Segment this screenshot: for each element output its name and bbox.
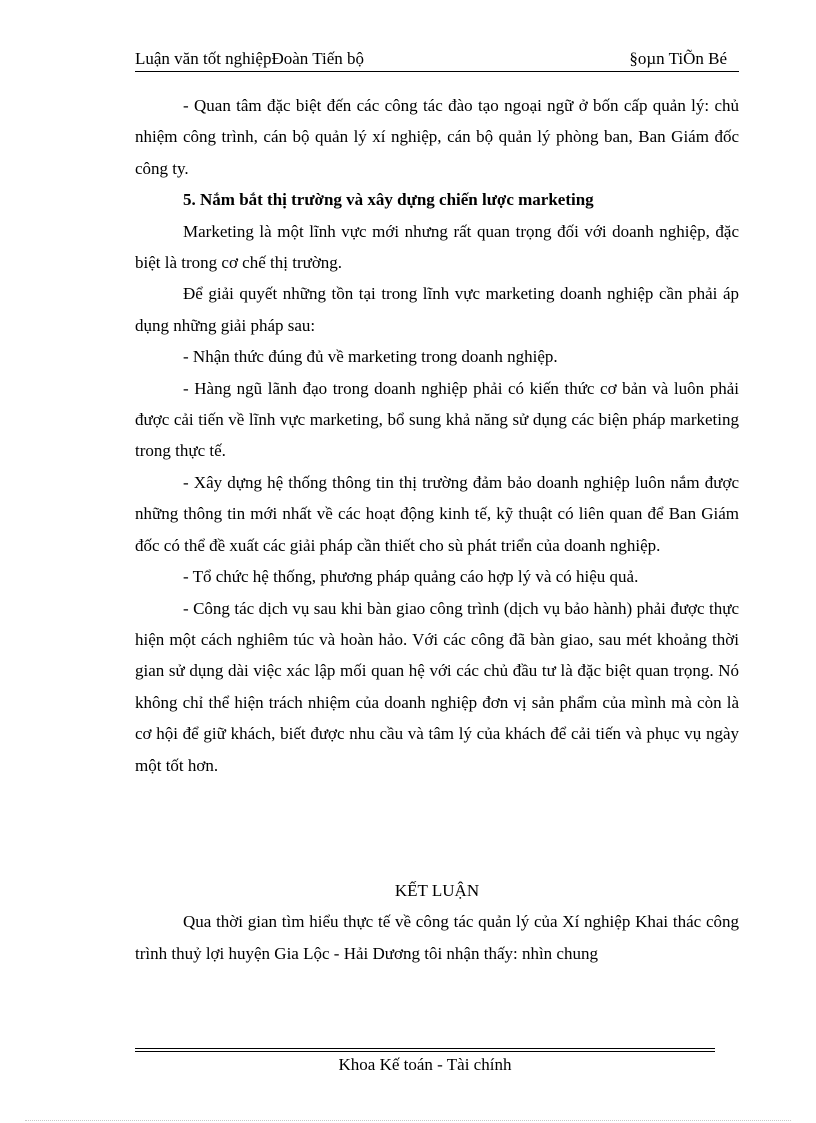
header-left-text: Luận văn tốt nghiệpĐoàn Tiến bộ bbox=[135, 49, 365, 68]
paragraph-training: - Quan tâm đặc biệt đến các công tác đào tạo ngoại ngữ ở bốn cấp quản lý: chủ nhiệm công trình, cán bộ quản lý xí nghiệp, cán bộ quản lý phòng ban, Ban Giám đốc công ty. bbox=[135, 96, 739, 178]
paragraph-after-sales: - Công tác dịch vụ sau khi bàn giao công trình (dịch vụ bảo hành) phải được thực hiện một cách nghiêm túc và hoàn hảo. Với các công đã bàn giao, sau mét khoảng thời gian sử dụng dài việc xác lập mối quan hệ với các chủ đầu tư là đặc biệt quan trọng. Nó không chỉ thể hiện trách nhiệm của doanh nghiệp đơn vị sản phẩm của mình mà còn là cơ hội để giữ khách, biết được nhu cầu và tâm lý của khách để cải tiến và phục vụ ngày một tốt hơn. bbox=[135, 598, 739, 775]
paragraph-conclusion: Qua thời gian tìm hiểu thực tế về công tác quản lý của Xí nghiệp Khai thác công trình thuỷ lợi huyện Gia Lộc - Hải Dương tôi nhận thấy: nhìn chung bbox=[135, 912, 739, 963]
paragraph-leadership: - Hàng ngũ lãnh đạo trong doanh nghiệp phải có kiến thức cơ bản và luôn phải được cải tiến về lĩnh vực marketing, bổ sung khả năng sử dụng các biện pháp marketing trong thực tế. bbox=[135, 378, 739, 461]
footer-rule-top bbox=[135, 1048, 715, 1049]
paragraph-solutions-intro: Để giải quyết những tồn tại trong lĩnh vực marketing doanh nghiệp cần phải áp dụng những giải pháp sau: bbox=[135, 284, 739, 335]
paragraph-awareness: - Nhận thức đúng đủ về marketing trong doanh nghiệp. bbox=[183, 347, 558, 367]
footer-rule-bottom bbox=[135, 1051, 715, 1052]
header-right-text: §oµn TiÕn Bé bbox=[629, 49, 727, 68]
paragraph-advertising: - Tổ chức hệ thống, phương pháp quảng cáo hợp lý và có hiệu quả. bbox=[183, 567, 639, 587]
paragraph-information-system: - Xây dựng hệ thống thông tin thị trường đảm bảo doanh nghiệp luôn nắm được những thông tin mới nhất về các hoạt động kinh tế, kỹ thuật có liên quan để Ban Giám đốc có thể đề xuất các giải pháp cần thiết cho sù phát triển của doanh nghiệp. bbox=[135, 472, 739, 555]
document-body bbox=[135, 90, 739, 969]
page-header bbox=[135, 46, 739, 72]
page-footer: Khoa Kế toán - Tài chính bbox=[338, 1055, 512, 1074]
spacer bbox=[135, 781, 739, 875]
section-heading: 5. Nắm bắt thị trường và xây dựng chiến lược marketing bbox=[183, 190, 594, 210]
conclusion-title: KẾT LUẬN bbox=[394, 880, 480, 900]
page-edge bbox=[25, 1120, 791, 1121]
paragraph-marketing-intro: Marketing là một lĩnh vực mới nhưng rất quan trọng đối với doanh nghiệp, đặc biệt là trong cơ chế thị trường. bbox=[135, 221, 739, 273]
header-rule bbox=[135, 71, 739, 72]
